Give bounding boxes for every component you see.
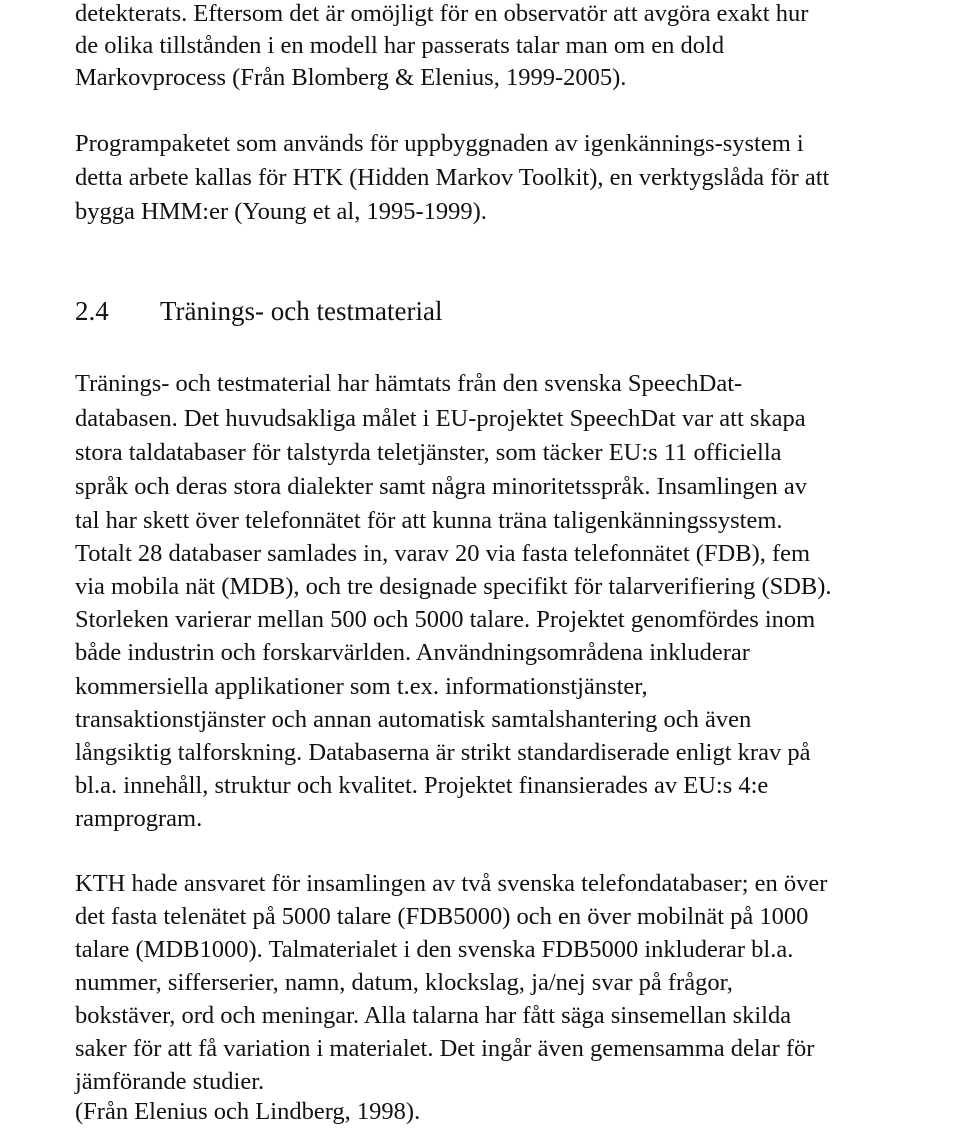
section-number: 2.4 bbox=[75, 296, 109, 326]
paragraph-3-line: Totalt 28 databaser samlades in, varav 20 via fasta telefonnätet (FDB), fem bbox=[75, 540, 811, 567]
paragraph-3-line: databasen. Det huvudsakliga målet i EU-projektet SpeechDat var att skapa bbox=[75, 405, 806, 432]
paragraph-3-line: via mobila nät (MDB), och tre designade specifikt för talarverifiering (SDB). bbox=[75, 573, 832, 600]
paragraph-3-line: Storleken varierar mellan 500 och 5000 talare. Projektet genomfördes inom bbox=[75, 606, 816, 633]
paragraph-2-line: Programpaketet som används för uppbyggnaden av igenkännings-system i bbox=[75, 130, 804, 157]
citation-line: (Från Elenius och Lindberg, 1998). bbox=[75, 1098, 421, 1125]
paragraph-3-line: Tränings- och testmaterial har hämtats från den svenska SpeechDat- bbox=[75, 370, 743, 397]
paragraph-2-line: bygga HMM:er (Young et al, 1995-1999). bbox=[75, 198, 487, 225]
section-title: Tränings- och testmaterial bbox=[160, 296, 443, 326]
paragraph-4-line: KTH hade ansvaret för insamlingen av två svenska telefondatabaser; en över bbox=[75, 870, 828, 897]
paragraph-3-line: långsiktig talforskning. Databaserna är strikt standardiserade enligt krav på bbox=[75, 739, 811, 766]
paragraph-3-line: både industrin och forskarvärlden. Användningsområdena inkluderar bbox=[75, 639, 750, 666]
paragraph-4-line: bokstäver, ord och meningar. Alla talarna har fått säga sinsemellan skilda bbox=[75, 1002, 792, 1029]
paragraph-3-line: stora taldatabaser för talstyrda teletjänster, som täcker EU:s 11 officiella bbox=[75, 439, 782, 466]
paragraph-3-line: ramprogram. bbox=[75, 805, 203, 832]
paragraph-2-line: detta arbete kallas för HTK (Hidden Markov Toolkit), en verktygslåda för att bbox=[75, 164, 830, 191]
paragraph-4-line: jämförande studier. bbox=[75, 1068, 265, 1095]
paragraph-4-line: nummer, sifferserier, namn, datum, klockslag, ja/nej svar på frågor, bbox=[75, 969, 733, 996]
paragraph-3-line: språk och deras stora dialekter samt några minoritetsspråk. Insamlingen av bbox=[75, 473, 808, 500]
paragraph-3-line: transaktionstjänster och annan automatisk samtalshantering och även bbox=[75, 706, 752, 733]
paragraph-4-line: saker för att få variation i materialet. Det ingår även gemensamma delar för bbox=[75, 1035, 815, 1062]
paragraph-3-line: tal har skett över telefonnätet för att kunna träna taligenkänningssystem. bbox=[75, 507, 783, 534]
paragraph-1-line: Markovprocess (Från Blomberg & Elenius, 1999-2005). bbox=[75, 64, 627, 91]
paragraph-1-line: de olika tillstånden i en modell har passerats talar man om en dold bbox=[75, 32, 725, 59]
paragraph-4-line: det fasta telenätet på 5000 talare (FDB5000) och en över mobilnät på 1000 bbox=[75, 903, 809, 930]
paragraph-4-line: talare (MDB1000). Talmaterialet i den svenska FDB5000 inkluderar bl.a. bbox=[75, 936, 794, 963]
paragraph-1-line: detekterats. Eftersom det är omöjligt för en observatör att avgöra exakt hur bbox=[75, 0, 809, 27]
paragraph-3-line: bl.a. innehåll, struktur och kvalitet. Projektet finansierades av EU:s 4:e bbox=[75, 772, 769, 799]
paragraph-3-line: kommersiella applikationer som t.ex. informationstjänster, bbox=[75, 673, 648, 700]
